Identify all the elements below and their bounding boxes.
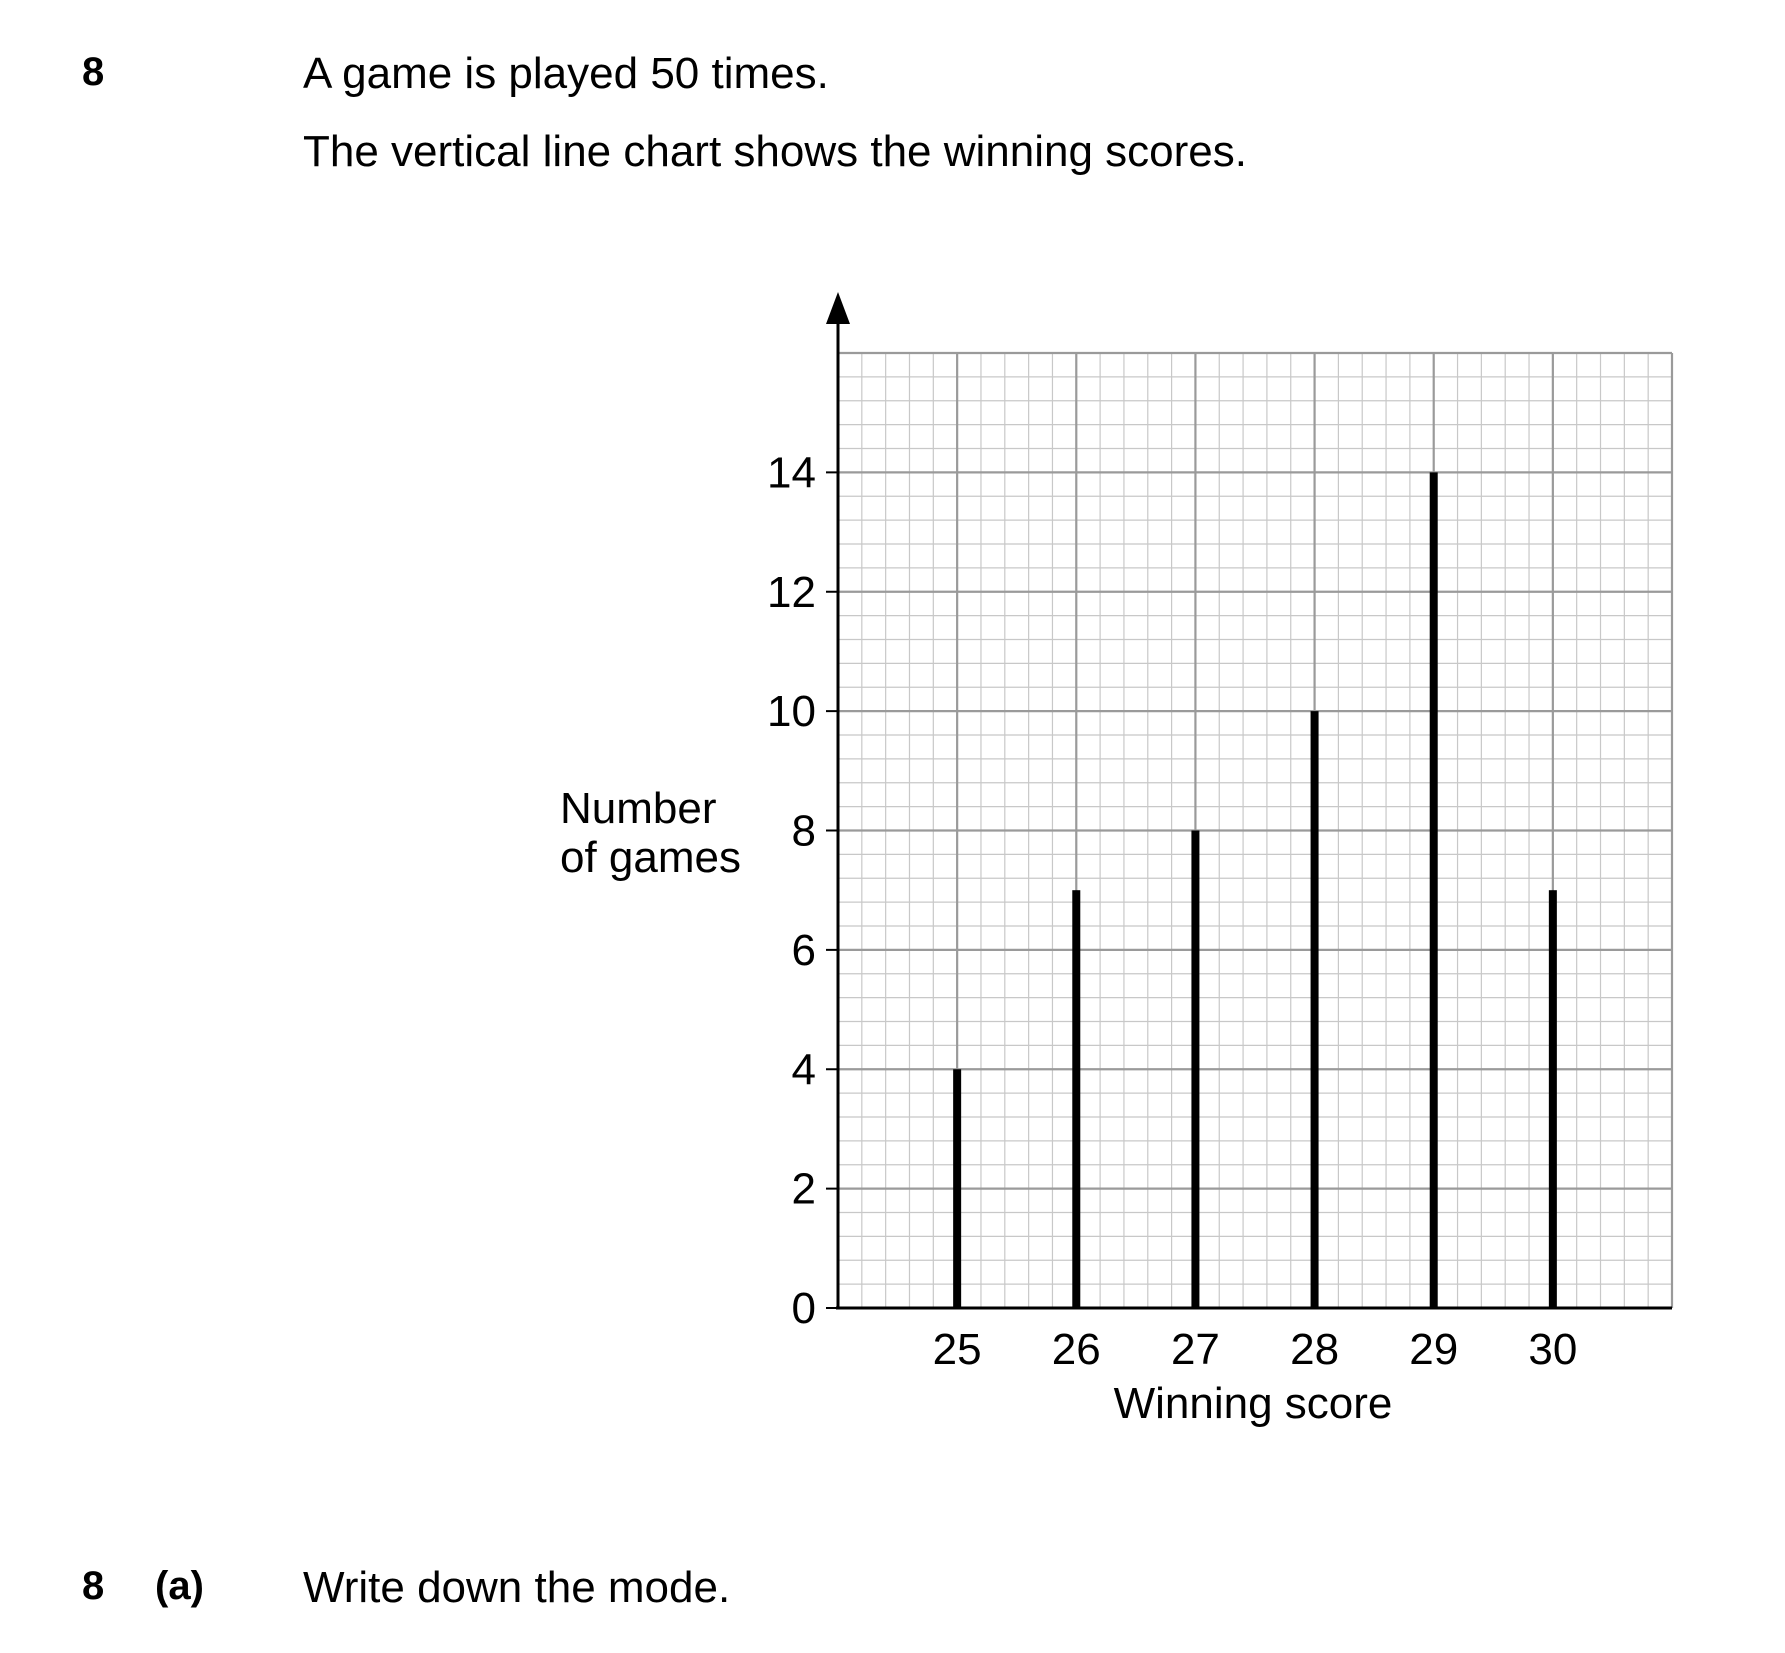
y-tick-label: 0 (791, 1284, 816, 1333)
part-number: 8 (82, 1564, 105, 1608)
x-tick-label: 30 (1528, 1325, 1578, 1374)
x-tick-label: 27 (1170, 1325, 1220, 1374)
y-tick-label: 10 (767, 687, 816, 737)
y-tick-label: 2 (791, 1164, 816, 1214)
y-axis-label-line-1: Number (560, 784, 717, 833)
data-line-29 (1430, 472, 1438, 1308)
y-tick-label: 6 (791, 925, 816, 975)
y-tick-label: 4 (791, 1045, 816, 1095)
y-axis-arrow-icon (826, 292, 850, 324)
y-axis-label-line-2: of games (560, 833, 741, 882)
x-tick-label: 26 (1051, 1325, 1101, 1374)
data-line-30 (1549, 890, 1557, 1308)
y-tick-label: 14 (767, 448, 816, 498)
x-axis-label: Winning score (1113, 1379, 1393, 1428)
part-letter: (a) (155, 1564, 204, 1608)
data-line-25 (953, 1069, 961, 1308)
axes (826, 292, 1672, 1308)
question-intro: A game is played 50 times. (303, 49, 829, 98)
y-tick-label: 12 (767, 567, 816, 617)
x-tick-label: 25 (932, 1325, 982, 1374)
chart-description: The vertical line chart shows the winning scores. (303, 127, 1247, 176)
part-a-question: Write down the mode. (303, 1563, 731, 1612)
data-lines (953, 472, 1557, 1308)
x-tick-label: 28 (1290, 1325, 1340, 1374)
y-tick-label: 8 (791, 806, 816, 856)
x-tick-labels (933, 1325, 1578, 1374)
x-tick-label: 29 (1409, 1325, 1459, 1374)
data-line-27 (1191, 831, 1199, 1309)
y-tick-labels (767, 448, 816, 1333)
data-line-26 (1072, 890, 1080, 1308)
data-line-28 (1311, 711, 1319, 1308)
question-number: 8 (82, 50, 105, 94)
